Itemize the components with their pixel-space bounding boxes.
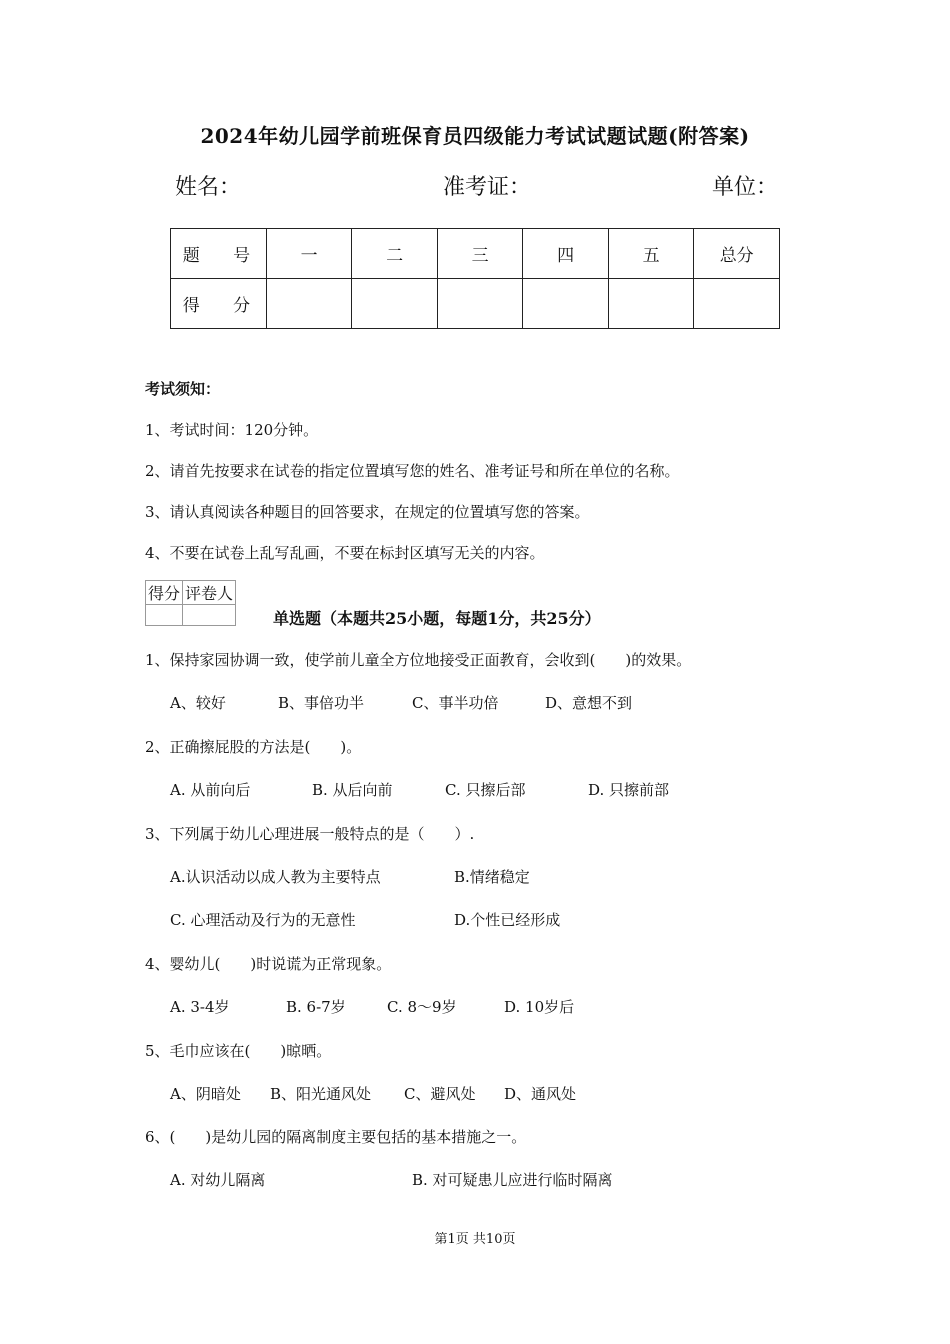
section-title: 单选题（本题共25小题，每题1分，共25分） bbox=[273, 609, 601, 628]
grader-name-input[interactable] bbox=[183, 605, 236, 626]
question-3: 3、下列属于幼儿心理进展一般特点的是（ ）. bbox=[145, 825, 475, 843]
option-3b: B.情绪稳定 bbox=[454, 868, 530, 886]
question-1: 1、保持家园协调一致，使学前儿童全方位地接受正面教育，会收到( )的效果。 bbox=[145, 651, 692, 669]
document-title: 2024年幼儿园学前班保育员四级能力考试试题试题(附答案) bbox=[200, 124, 750, 148]
option-5d: D、通风处 bbox=[504, 1085, 577, 1103]
question-2: 2、正确擦屁股的方法是( )。 bbox=[145, 738, 362, 756]
option-4a: A. 3-4岁 bbox=[170, 998, 230, 1016]
score-table-header-row bbox=[171, 229, 780, 279]
grader-score-label: 得分 bbox=[146, 581, 183, 605]
option-1c: C、事半功倍 bbox=[412, 694, 499, 712]
option-6b: B. 对可疑患儿应进行临时隔离 bbox=[412, 1171, 613, 1189]
option-3a: A.认识活动以成人教为主要特点 bbox=[170, 868, 381, 886]
score-table-cell: 三 bbox=[437, 229, 523, 279]
note-item: 3、请认真阅读各种题目的回答要求，在规定的位置填写您的答案。 bbox=[145, 503, 590, 521]
option-5b: B、阳光通风处 bbox=[270, 1085, 372, 1103]
score-table-cell: 题 号 bbox=[171, 229, 267, 279]
option-2b: B. 从后向前 bbox=[312, 781, 393, 799]
grader-box bbox=[145, 580, 236, 626]
option-1b: B、事倍功半 bbox=[278, 694, 365, 712]
unit-field-label: 单位： bbox=[712, 175, 779, 200]
score-input-cell[interactable] bbox=[608, 279, 694, 329]
score-input-cell[interactable] bbox=[694, 279, 780, 329]
notes-title: 考试须知： bbox=[145, 380, 221, 398]
grader-name-label: 评卷人 bbox=[183, 581, 236, 605]
score-table bbox=[170, 228, 780, 329]
page-number: 第1页 共10页 bbox=[434, 1232, 516, 1247]
score-table-score-row bbox=[171, 279, 780, 329]
name-field-label: 姓名： bbox=[175, 175, 242, 200]
score-table-cell: 二 bbox=[352, 229, 438, 279]
note-item: 4、不要在试卷上乱写乱画，不要在标封区填写无关的内容。 bbox=[145, 544, 545, 562]
score-input-cell[interactable] bbox=[266, 279, 352, 329]
score-table-cell: 总分 bbox=[694, 229, 780, 279]
option-2c: C. 只擦后部 bbox=[445, 781, 526, 799]
score-table-cell: 四 bbox=[523, 229, 609, 279]
score-input-cell[interactable] bbox=[437, 279, 523, 329]
score-input-cell[interactable] bbox=[352, 279, 438, 329]
note-item: 1、考试时间：120分钟。 bbox=[145, 421, 319, 439]
option-6a: A. 对幼儿隔离 bbox=[170, 1171, 266, 1189]
option-4b: B. 6-7岁 bbox=[286, 998, 346, 1016]
option-3c: C. 心理活动及行为的无意性 bbox=[170, 911, 356, 929]
option-4d: D. 10岁后 bbox=[504, 998, 575, 1016]
option-1d: D、意想不到 bbox=[545, 694, 633, 712]
question-5: 5、毛巾应该在( )晾晒。 bbox=[145, 1042, 332, 1060]
question-4: 4、婴幼儿( )时说谎为正常现象。 bbox=[145, 955, 392, 973]
option-5c: C、避风处 bbox=[404, 1085, 476, 1103]
exam-number-field-label: 准考证： bbox=[443, 175, 532, 200]
option-2a: A. 从前向后 bbox=[170, 781, 251, 799]
option-3d: D.个性已经形成 bbox=[454, 911, 561, 929]
note-item: 2、请首先按要求在试卷的指定位置填写您的姓名、准考证号和所在单位的名称。 bbox=[145, 462, 680, 480]
option-5a: A、阴暗处 bbox=[170, 1085, 241, 1103]
option-4c: C. 8～9岁 bbox=[387, 998, 457, 1016]
score-table-cell: 一 bbox=[266, 229, 352, 279]
option-1a: A、较好 bbox=[170, 694, 226, 712]
option-2d: D. 只擦前部 bbox=[588, 781, 670, 799]
score-table-cell: 五 bbox=[608, 229, 694, 279]
score-input-cell[interactable] bbox=[523, 279, 609, 329]
question-6: 6、( )是幼儿园的隔离制度主要包括的基本措施之一。 bbox=[145, 1128, 527, 1146]
score-table-cell: 得 分 bbox=[171, 279, 267, 329]
grader-score-input[interactable] bbox=[146, 605, 183, 626]
